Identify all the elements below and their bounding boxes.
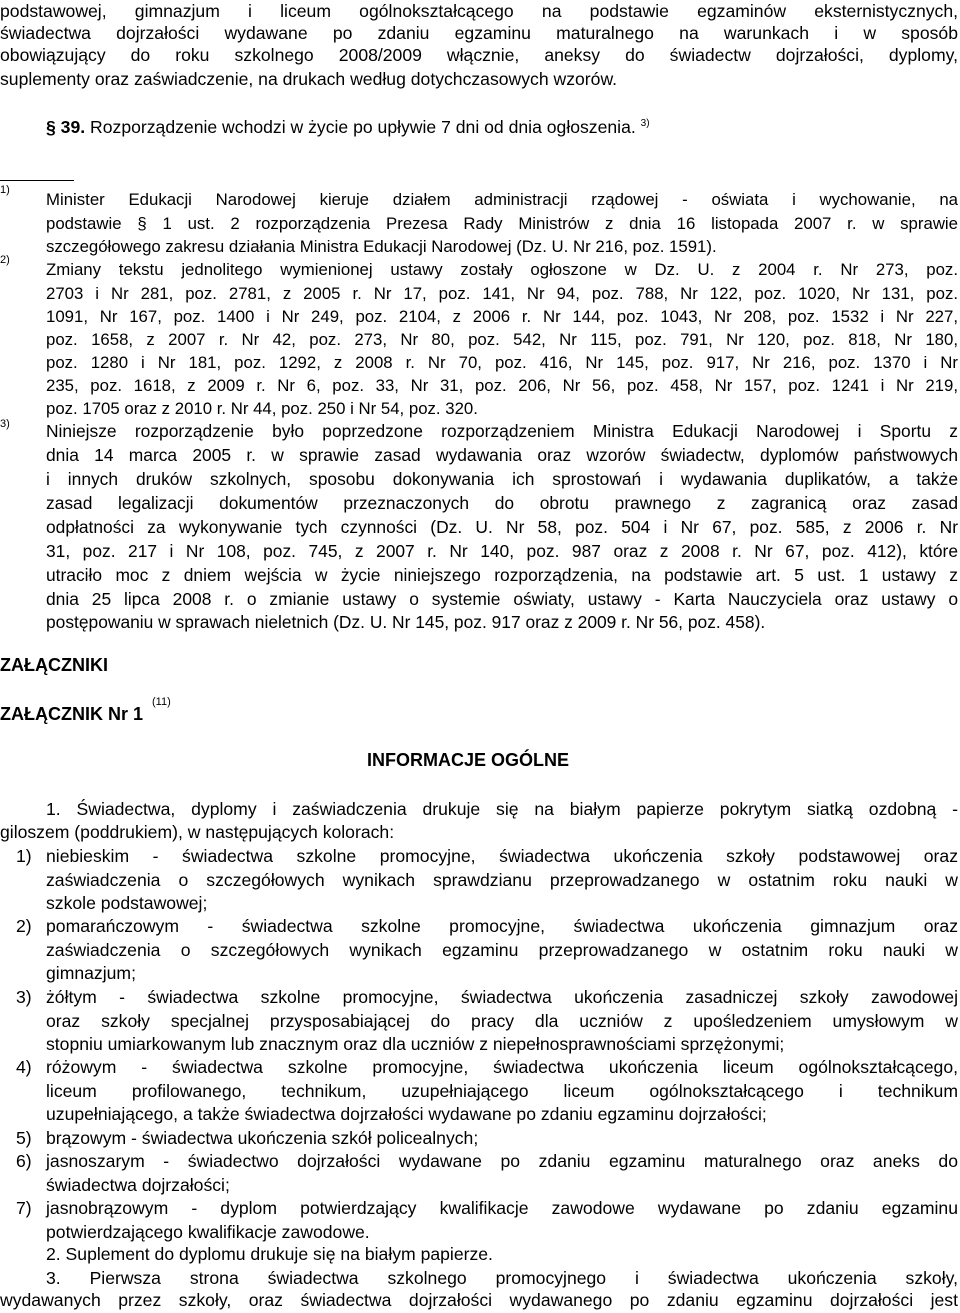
list-number: 1) — [16, 846, 32, 866]
list-line: gimnazjum; — [46, 963, 136, 984]
point-3-line: wydawanych przez szkoły, oraz świadectwa dojrzałości wydawanego po zdaniu egzaminu dojrzałości jest — [0, 1290, 958, 1310]
footnote-line: poz. 1280 i Nr 181, poz. 1292, z 2008 r. Nr 70, poz. 416, Nr 145, poz. 917, Nr 216, poz. 1370 i Nr — [46, 353, 958, 372]
list-line: zaświadczenia o szczegółowych wynikach egzaminu przeprowadzanego w ostatnim roku nauki w — [46, 939, 958, 960]
section-39 — [46, 116, 946, 140]
footnote-line: poz. 1705 oraz z 2010 r. Nr 44, poz. 250 i Nr 54, poz. 320. — [46, 399, 478, 418]
attachment-title: ZAŁĄCZNIK Nr 1 — [0, 704, 143, 724]
intro-line: suplementy oraz zaświadczenie, na drukach według dotychczasowych wzorów. — [0, 69, 618, 89]
attachment-1-title — [0, 696, 171, 725]
point-2: 2. Suplement do dyplomu drukuje się na białym papierze. — [46, 1244, 493, 1264]
list-line: uzupełniającego, a także świadectwa dojrzałości wydawane po zdaniu egzaminu dojrzałości; — [46, 1104, 767, 1125]
footnote-line: i innych druków szkolnych, sposobu dokonywania ich sprostowań i wydawania duplikatów, a także — [46, 469, 958, 489]
list-line: szkole podstawowej; — [46, 893, 208, 914]
list-number: 6) — [16, 1151, 32, 1171]
footnote-line: poz. 1658, z 2007 r. Nr 42, poz. 273, Nr 80, poz. 542, Nr 115, poz. 791, Nr 120, poz. 818, Nr 180, — [46, 330, 958, 349]
attachments-heading: ZAŁĄCZNIKI — [0, 655, 108, 675]
footnote-mark: 3) — [0, 418, 10, 430]
footnote-line: Minister Edukacji Narodowej kieruje działem administracji rządowej - oświata i wychowanie, na — [46, 190, 958, 209]
attachment-ref: (11) — [152, 696, 171, 708]
list-item — [0, 845, 958, 916]
list-number: 7) — [16, 1198, 32, 1218]
footnote-line: szczegółowego zakresu działania Ministra Edukacji Narodowej (Dz. U. Nr 216, poz. 1591). — [46, 237, 717, 256]
footnote-line: dnia 25 lipca 2008 r. o zmianie ustawy o systemie oświaty, ustawy - Karta Nauczyciela oraz ustawy o — [46, 589, 958, 609]
list-line: świadectwa dojrzałości; — [46, 1174, 230, 1195]
point-1-intro-line: 1. Świadectwa, dyplomy i zaświadczenia drukuje się na białym papierze pokrytym siatką ozdobną - — [46, 799, 958, 819]
point-3-line: 3. Pierwsza strona świadectwa szkolnego promocyjnego i świadectwa ukończenia szkoły, — [46, 1268, 958, 1288]
intro-line: podstawowej, gimnazjum i liceum ogólnokształcącego na podstawie egzaminów eksternistycznych, — [0, 1, 958, 21]
footnote-line: 1091, Nr 167, poz. 1400 i Nr 249, poz. 2104, z 2006 r. Nr 144, poz. 1043, Nr 208, poz. 1532 i Nr 227, — [46, 307, 958, 326]
footnote-line: dnia 14 marca 2005 r. w sprawie zasad wydawania oraz wzorów świadectw, dyplomów państwowych — [46, 445, 958, 465]
list-item — [0, 915, 958, 986]
footnote-separator — [0, 180, 74, 181]
footnote-ref: 3) — [640, 118, 650, 129]
footnote-line: 235, poz. 1618, z 2009 r. Nr 6, poz. 33, Nr 31, poz. 206, Nr 56, poz. 458, Nr 157, poz. 1241 i Nr 219, — [46, 376, 958, 395]
footnote-line: 31, poz. 217 i Nr 108, poz. 745, z 2007 r. Nr 140, poz. 987 oraz z 2008 r. Nr 67, poz. 412), które — [46, 541, 958, 561]
list-line: zaświadczenia o szczegółowych wynikach sprawdzianu przeprowadzanego w ostatnim roku nauki w — [46, 869, 958, 890]
footnote-line: zasad legalizacji dokumentów przeznaczonych do obrotu prawnego z zagranicą oraz zasad — [46, 493, 958, 513]
footnote-line: postępowaniu w sprawach nieletnich (Dz. U. Nr 145, poz. 917 oraz z 2009 r. Nr 56, poz. 458). — [46, 612, 766, 632]
list-line: pomarańczowym - świadectwa szkolne promocyjne, świadectwa ukończenia gimnazjum oraz — [46, 916, 958, 936]
footnote-mark: 2) — [0, 254, 10, 266]
list-line: brązowym - świadectwa ukończenia szkół policealnych; — [46, 1128, 479, 1148]
section-number: § 39. — [46, 117, 86, 137]
list-line: różowym - świadectwa szkolne promocyjne, świadectwa ukończenia liceum ogólnokształcącego, — [46, 1057, 958, 1077]
footnote-mark: 1) — [0, 184, 10, 196]
list-line: jasnobrązowym - dyplom potwierdzający kwalifikacje zawodowe wydawane po zdaniu egzaminu — [46, 1198, 958, 1218]
list-line: oraz szkoły specjalnej przysposabiającej do pracy dla uczniów z upośledzeniem umysłowym w — [46, 1010, 958, 1031]
footnote-line: podstawie § 1 ust. 2 rozporządzenia Prezesa Rady Ministrów z dnia 16 listopada 2007 r. w sprawie — [46, 214, 958, 233]
list-item — [0, 986, 958, 1057]
footnote-line: Niniejsze rozporządzenie było poprzedzone rozporządzeniem Ministra Edukacji Narodowej i Sportu z — [46, 421, 958, 441]
list-line: stopniu umiarkowanym lub znacznym oraz dla uczniów z niepełnosprawnościami sprzężonymi; — [46, 1034, 785, 1055]
list-line: żółtym - świadectwa szkolne promocyjne, świadectwa ukończenia zasadniczej szkoły zawodowej — [46, 987, 958, 1007]
list-item — [0, 1127, 958, 1151]
list-number: 4) — [16, 1057, 32, 1077]
footnote-line: utraciło moc z dniem wejścia w życie niniejszego rozporządzenia, na podstawie art. 5 ust. 1 ustawy z — [46, 565, 958, 585]
list-number: 5) — [16, 1128, 32, 1148]
list-item — [0, 1150, 958, 1197]
general-info-title: INFORMACJE OGÓLNE — [367, 750, 570, 770]
footnote-line: odpłatności za wykonywanie tych czynności (Dz. U. Nr 58, poz. 504 i Nr 67, poz. 585, z 2006 r. Nr — [46, 517, 958, 537]
list-number: 2) — [16, 916, 32, 936]
list-number: 3) — [16, 987, 32, 1007]
footnote-line: Zmiany tekstu jednolitego wymienionej ustawy zostały ogłoszone w Dz. U. z 2004 r. Nr 273, poz. — [46, 260, 958, 279]
footnote-line: 2703 i Nr 281, poz. 2781, z 2005 r. Nr 17, poz. 141, Nr 94, poz. 788, Nr 122, poz. 1020, Nr 131, poz. — [46, 284, 958, 303]
list-line: jasnoszarym - świadectwo dojrzałości wydawane po zdaniu egzaminu maturalnego oraz aneks do — [46, 1151, 958, 1171]
list-line: niebieskim - świadectwa szkolne promocyjne, świadectwa ukończenia szkoły podstawowej oraz — [46, 846, 958, 866]
list-item — [0, 1056, 958, 1127]
list-line: liceum profilowanego, technikum, uzupełniającego liceum ogólnokształcącego i technikum — [46, 1080, 958, 1101]
section-text: Rozporządzenie wchodzi w życie po upływie 7 dni od dnia ogłoszenia. — [90, 117, 636, 137]
list-line: potwierdzającego kwalifikacje zawodowe. — [46, 1221, 370, 1242]
point-1-intro-line: giloszem (poddrukiem), w następujących kolorach: — [0, 822, 395, 842]
list-item — [0, 1197, 958, 1244]
intro-line: obowiązujący do roku szkolnego 2008/2009 włącznie, aneksy do świadectw dojrzałości, dyplomy, — [0, 45, 958, 65]
intro-line: świadectwa dojrzałości wydawane po zdaniu egzaminu maturalnego na warunkach i w sposób — [0, 23, 958, 43]
